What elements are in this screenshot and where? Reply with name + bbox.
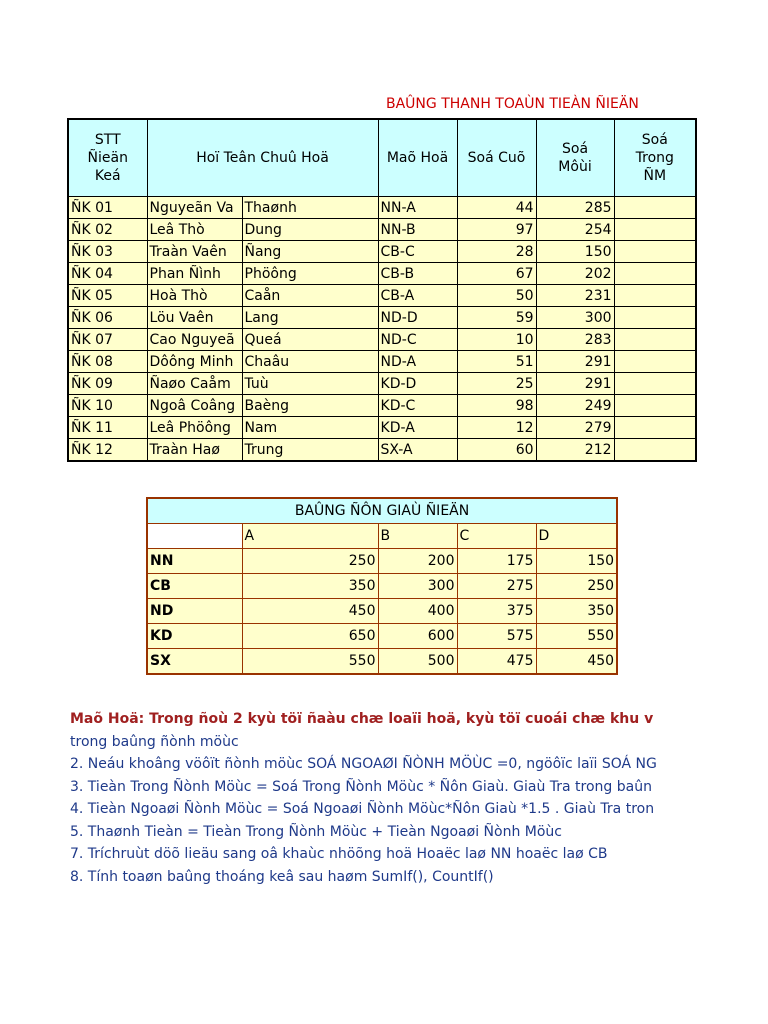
- meter-no-cell[interactable]: ÑK 06: [68, 307, 147, 329]
- new-reading-cell[interactable]: 249: [536, 395, 614, 417]
- note-household-code: Maõ Hoä: Trong ñoù 2 kyù töï ñaàu chæ loaïi hoä, kyù töï cuoái chæ khu v: [70, 711, 654, 727]
- price-value-cell[interactable]: 500: [378, 649, 457, 675]
- note-2: 2. Neáu khoâng vöôït ñònh möùc SOÁ NGOAØI ÑÒNH MÖÙC =0, ngöôïc laïi SOÁ NG: [70, 756, 657, 772]
- surname-cell[interactable]: Leâ Phöông: [147, 417, 242, 439]
- in-quota-cell[interactable]: [614, 373, 696, 395]
- given-name-cell[interactable]: Tuù: [242, 373, 378, 395]
- table-row: [68, 395, 696, 417]
- price-row: [147, 574, 617, 599]
- price-header-row: [147, 524, 617, 549]
- surname-cell[interactable]: Ñaøo Caåm: [147, 373, 242, 395]
- surname-cell[interactable]: Ngoâ Coâng: [147, 395, 242, 417]
- note-7: 7. Tríchruùt döõ lieäu sang oâ khaùc nhöõng hoä Hoaëc laø NN hoaëc laø CB: [70, 846, 608, 862]
- price-value-cell[interactable]: 375: [457, 599, 536, 624]
- price-value-cell[interactable]: 600: [378, 624, 457, 649]
- price-value-cell[interactable]: 450: [242, 599, 378, 624]
- old-reading-cell[interactable]: 51: [457, 351, 536, 373]
- price-code-cell[interactable]: NN: [147, 549, 242, 574]
- price-table: [146, 497, 618, 675]
- price-code-cell[interactable]: SX: [147, 649, 242, 675]
- meter-no-cell[interactable]: ÑK 10: [68, 395, 147, 417]
- billing-header-row: [68, 119, 696, 197]
- given-name-cell[interactable]: Queá: [242, 329, 378, 351]
- in-quota-cell[interactable]: [614, 241, 696, 263]
- old-reading-cell[interactable]: 50: [457, 285, 536, 307]
- given-name-cell[interactable]: Dung: [242, 219, 378, 241]
- price-code-cell[interactable]: ND: [147, 599, 242, 624]
- household-code-cell[interactable]: CB-A: [378, 285, 457, 307]
- in-quota-cell[interactable]: [614, 263, 696, 285]
- header-old-reading: Soá Cuõ: [457, 119, 536, 197]
- in-quota-cell[interactable]: [614, 417, 696, 439]
- price-value-cell[interactable]: 650: [242, 624, 378, 649]
- price-row: [147, 624, 617, 649]
- page-title: BAÛNG THANH TOAÙN TIEÀN ÑIEÄN: [386, 96, 639, 112]
- given-name-cell[interactable]: Chaâu: [242, 351, 378, 373]
- household-code-cell[interactable]: CB-B: [378, 263, 457, 285]
- table-row: [68, 351, 696, 373]
- table-row: [68, 307, 696, 329]
- surname-cell[interactable]: Traàn Vaên: [147, 241, 242, 263]
- price-value-cell[interactable]: 250: [242, 549, 378, 574]
- old-reading-cell[interactable]: 44: [457, 197, 536, 219]
- in-quota-cell[interactable]: [614, 351, 696, 373]
- price-table-title: BAÛNG ÑÔN GIAÙ ÑIEÄN: [147, 498, 617, 524]
- household-code-cell[interactable]: CB-C: [378, 241, 457, 263]
- surname-cell[interactable]: Dôông Minh: [147, 351, 242, 373]
- meter-no-cell[interactable]: ÑK 12: [68, 439, 147, 462]
- meter-no-cell[interactable]: ÑK 07: [68, 329, 147, 351]
- price-value-cell[interactable]: 300: [378, 574, 457, 599]
- new-reading-cell[interactable]: 283: [536, 329, 614, 351]
- price-value-cell[interactable]: 175: [457, 549, 536, 574]
- price-value-cell[interactable]: 575: [457, 624, 536, 649]
- price-value-cell[interactable]: 350: [536, 599, 617, 624]
- new-reading-cell[interactable]: 300: [536, 307, 614, 329]
- old-reading-cell[interactable]: 60: [457, 439, 536, 462]
- note-5: 5. Thaønh Tieàn = Tieàn Trong Ñònh Möùc + Tieàn Ngoaøi Ñònh Möùc: [70, 823, 562, 840]
- price-value-cell[interactable]: 250: [536, 574, 617, 599]
- household-code-cell[interactable]: SX-A: [378, 439, 457, 462]
- surname-cell[interactable]: Nguyeãn Va: [147, 197, 242, 219]
- table-row: [68, 373, 696, 395]
- meter-no-cell[interactable]: ÑK 05: [68, 285, 147, 307]
- new-reading-cell[interactable]: 150: [536, 241, 614, 263]
- in-quota-cell[interactable]: [614, 197, 696, 219]
- new-reading-cell[interactable]: 291: [536, 351, 614, 373]
- old-reading-cell[interactable]: 67: [457, 263, 536, 285]
- household-code-cell[interactable]: KD-A: [378, 417, 457, 439]
- new-reading-cell[interactable]: 291: [536, 373, 614, 395]
- table-row: [68, 417, 696, 439]
- household-code-cell[interactable]: ND-C: [378, 329, 457, 351]
- old-reading-cell[interactable]: 12: [457, 417, 536, 439]
- table-row: [68, 263, 696, 285]
- note-quota-table: trong baûng ñònh möùc: [70, 733, 239, 750]
- household-code-cell[interactable]: ND-A: [378, 351, 457, 373]
- table-row: [68, 197, 696, 219]
- new-reading-cell[interactable]: 285: [536, 197, 614, 219]
- table-row: [68, 439, 696, 462]
- new-reading-cell[interactable]: 231: [536, 285, 614, 307]
- new-reading-cell[interactable]: 279: [536, 417, 614, 439]
- household-code-cell[interactable]: ND-D: [378, 307, 457, 329]
- table-row: [68, 241, 696, 263]
- meter-no-cell[interactable]: ÑK 08: [68, 351, 147, 373]
- table-row: [68, 285, 696, 307]
- given-name-cell[interactable]: Caån: [242, 285, 378, 307]
- meter-no-cell[interactable]: ÑK 09: [68, 373, 147, 395]
- given-name-cell[interactable]: Lang: [242, 307, 378, 329]
- header-new-reading: [536, 119, 614, 197]
- header-meter-no: [68, 119, 147, 197]
- in-quota-cell[interactable]: [614, 285, 696, 307]
- given-name-cell[interactable]: Nam: [242, 417, 378, 439]
- in-quota-cell[interactable]: [614, 219, 696, 241]
- surname-cell[interactable]: Leâ Thò: [147, 219, 242, 241]
- given-name-cell[interactable]: Phöông: [242, 263, 378, 285]
- price-value-cell[interactable]: 275: [457, 574, 536, 599]
- price-value-cell[interactable]: 550: [536, 624, 617, 649]
- meter-no-cell[interactable]: ÑK 01: [68, 197, 147, 219]
- note-3: 3. Tieàn Trong Ñònh Möùc = Soá Trong Ñònh Möùc * Ñôn Giaù. Giaù Tra trong baûn: [70, 778, 652, 795]
- price-code-cell[interactable]: KD: [147, 624, 242, 649]
- price-value-cell[interactable]: 400: [378, 599, 457, 624]
- given-name-cell[interactable]: Trung: [242, 439, 378, 462]
- header-in-quota-label: Soá Trong ÑM: [635, 132, 674, 184]
- notes-section: [70, 708, 698, 888]
- price-value-cell[interactable]: 200: [378, 549, 457, 574]
- in-quota-cell[interactable]: [614, 307, 696, 329]
- meter-no-cell[interactable]: ÑK 03: [68, 241, 147, 263]
- price-row: [147, 599, 617, 624]
- price-row: [147, 549, 617, 574]
- header-meter-no-label: STT Ñieän Keá: [87, 132, 128, 184]
- household-code-cell[interactable]: KD-C: [378, 395, 457, 417]
- old-reading-cell[interactable]: 97: [457, 219, 536, 241]
- old-reading-cell[interactable]: 28: [457, 241, 536, 263]
- surname-cell[interactable]: Hoà Thò: [147, 285, 242, 307]
- new-reading-cell[interactable]: 254: [536, 219, 614, 241]
- old-reading-cell[interactable]: 10: [457, 329, 536, 351]
- surname-cell[interactable]: Phan Ñình: [147, 263, 242, 285]
- price-value-cell[interactable]: 550: [242, 649, 378, 675]
- price-col-d: D: [536, 524, 617, 549]
- surname-cell[interactable]: Cao Nguyeã: [147, 329, 242, 351]
- surname-cell[interactable]: Löu Vaên: [147, 307, 242, 329]
- household-code-cell[interactable]: NN-A: [378, 197, 457, 219]
- household-code-cell[interactable]: KD-D: [378, 373, 457, 395]
- given-name-cell[interactable]: Thaønh: [242, 197, 378, 219]
- given-name-cell[interactable]: Ñang: [242, 241, 378, 263]
- header-new-reading-label: Soá Môùi: [558, 141, 592, 175]
- note-4: 4. Tieàn Ngoaøi Ñònh Möùc = Soá Ngoaøi Ñònh Möùc*Ñôn Giaù *1.5 . Giaù Tra tron: [70, 801, 655, 817]
- old-reading-cell[interactable]: 25: [457, 373, 536, 395]
- surname-cell[interactable]: Traàn Haø: [147, 439, 242, 462]
- price-col-a: A: [242, 524, 378, 549]
- in-quota-cell[interactable]: [614, 439, 696, 462]
- price-code-cell[interactable]: CB: [147, 574, 242, 599]
- header-household-code: Maõ Hoä: [378, 119, 457, 197]
- old-reading-cell[interactable]: 59: [457, 307, 536, 329]
- price-col-b: B: [378, 524, 457, 549]
- meter-no-cell[interactable]: ÑK 04: [68, 263, 147, 285]
- meter-no-cell[interactable]: ÑK 11: [68, 417, 147, 439]
- price-header-blank: [147, 524, 242, 549]
- price-value-cell[interactable]: 475: [457, 649, 536, 675]
- price-value-cell[interactable]: 150: [536, 549, 617, 574]
- price-row: [147, 649, 617, 675]
- household-code-cell[interactable]: NN-B: [378, 219, 457, 241]
- in-quota-cell[interactable]: [614, 395, 696, 417]
- table-row: [68, 329, 696, 351]
- price-value-cell[interactable]: 350: [242, 574, 378, 599]
- given-name-cell[interactable]: Baèng: [242, 395, 378, 417]
- header-owner-name: Hoï Teân Chuû Hoä: [147, 119, 378, 197]
- price-title-row: [147, 498, 617, 524]
- table-row: [68, 219, 696, 241]
- in-quota-cell[interactable]: [614, 329, 696, 351]
- meter-no-cell[interactable]: ÑK 02: [68, 219, 147, 241]
- new-reading-cell[interactable]: 212: [536, 439, 614, 462]
- note-8: 8. Tính toaøn baûng thoáng keâ sau haøm SumIf(), CountIf(): [70, 868, 494, 885]
- price-col-c: C: [457, 524, 536, 549]
- old-reading-cell[interactable]: 98: [457, 395, 536, 417]
- billing-table: [67, 118, 697, 462]
- price-value-cell[interactable]: 450: [536, 649, 617, 675]
- header-in-quota: [614, 119, 696, 197]
- new-reading-cell[interactable]: 202: [536, 263, 614, 285]
